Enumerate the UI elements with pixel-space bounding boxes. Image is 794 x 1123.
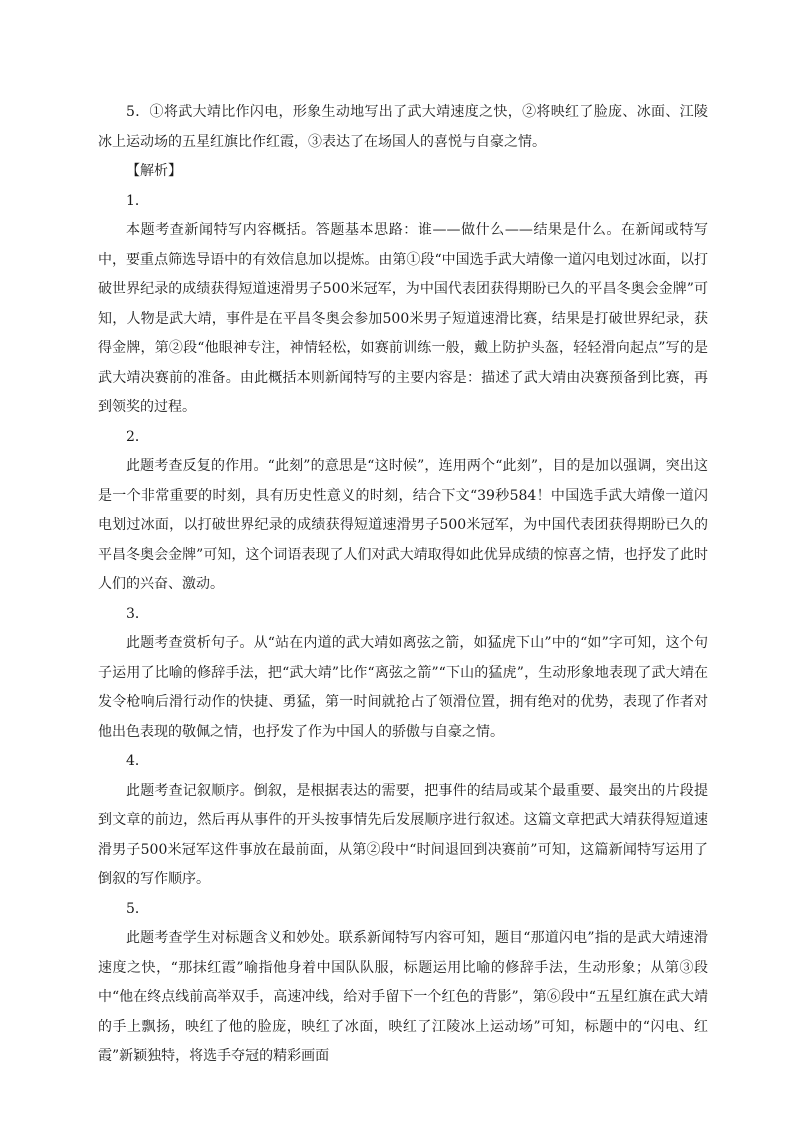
item-3-number: 3．	[126, 605, 149, 622]
item-4-text: 此题考查记叙顺序。倒叙，是根据表达的需要，把事件的结局或某个最重要、最突出的片段提到文章的前边，然后再从事件的开头按事情先后发展顺序进行叙述。这篇文章把武大靖获得短道速滑男子500米冠军这件事放在最前面，从第②段中“时间退回到决赛前”可知，这篇新闻特写运用了倒叙的写作顺序。	[98, 782, 708, 887]
item-3-text: 此题考查赏析句子。从“站在内道的武大靖如离弦之箭，如猛虎下山”中的“如”字可知，这个句子运用了比喻的修辞手法，把“武大靖”比作“离弦之箭”“下山的猛虎”，生动形象地表现了武大靖在发令枪响后滑行动作的快捷、勇猛，第一时间就抢占了领滑位置，拥有绝对的优势，表现了作者对他出色表现的敬佩之情，也抒发了作为中国人的骄傲与自豪之情。	[98, 635, 708, 740]
item-1-text: 本题考查新闻特写内容概括。答题基本思路：谁——做什么——结果是什么。在新闻或特写中，要重点筛选导语中的有效信息加以提炼。由第①段“中国选手武大靖像一道闪电划过冰面，以打破世界纪录的成绩获得短道速滑男子500米冠军，为中国代表团获得期盼已久的平昌冬奥会金牌”可知，人物是武大靖，事件是在平昌冬奥会参加500米男子短道速滑比赛，结果是打破世界纪录，获得金牌，第②段“他眼神专注，神情轻松，如赛前训练一般，戴上防护头盔，轻轻滑向起点”写的是武大靖决赛前的准备。由此概括本则新闻特写的主要内容是：描述了武大靖由决赛预备到比赛，再到领奖的过程。	[98, 222, 708, 415]
item-2-number: 2．	[126, 428, 149, 445]
item-5-text: 此题考查学生对标题含义和妙处。联系新闻特写内容可知，题目“那道闪电”指的是武大靖速滑速度之快，“那抹红霞”喻指他身着中国队队服，标题运用比喻的修辞手法，生动形象；从第③段中“他在终点线前高举双手，高速冲线，给对手留下一个红色的背影”，第⑥段中“五星红旗在武大靖的手上飘扬，映红了他的脸庞，映红了冰面，映红了江陵冰上运动场”可知，标题中的“闪电、红霞”新颖独特，将选手夺冠的精彩画面	[98, 930, 708, 1064]
document-page	[98, 98, 708, 1072]
item-1-number: 1．	[126, 192, 149, 209]
item-5-number: 5．	[126, 900, 149, 917]
answer-5: 5．①将武大靖比作闪电，形象生动地写出了武大靖速度之快，②将映红了脸庞、冰面、江陵冰上运动场的五星红旗比作红霞，③表达了在场国人的喜悦与自豪之情。	[98, 104, 708, 150]
analysis-heading: 【解析】	[126, 163, 182, 179]
item-4-number: 4．	[126, 753, 149, 769]
item-2-text: 此题考查反复的作用。“此刻”的意思是“这时候”，连用两个“此刻”，目的是加以强调，突出这是一个非常重要的时刻，具有历史性意义的时刻，结合下文“39秒584！中国选手武大靖像一道闪电划过冰面，以打破世界纪录的成绩获得短道速滑男子500米冠军，为中国代表团获得期盼已久的平昌冬奥会金牌”可知，这个词语表现了人们对武大靖取得如此优异成绩的惊喜之情，也抒发了此时人们的兴奋、激动。	[98, 458, 708, 592]
